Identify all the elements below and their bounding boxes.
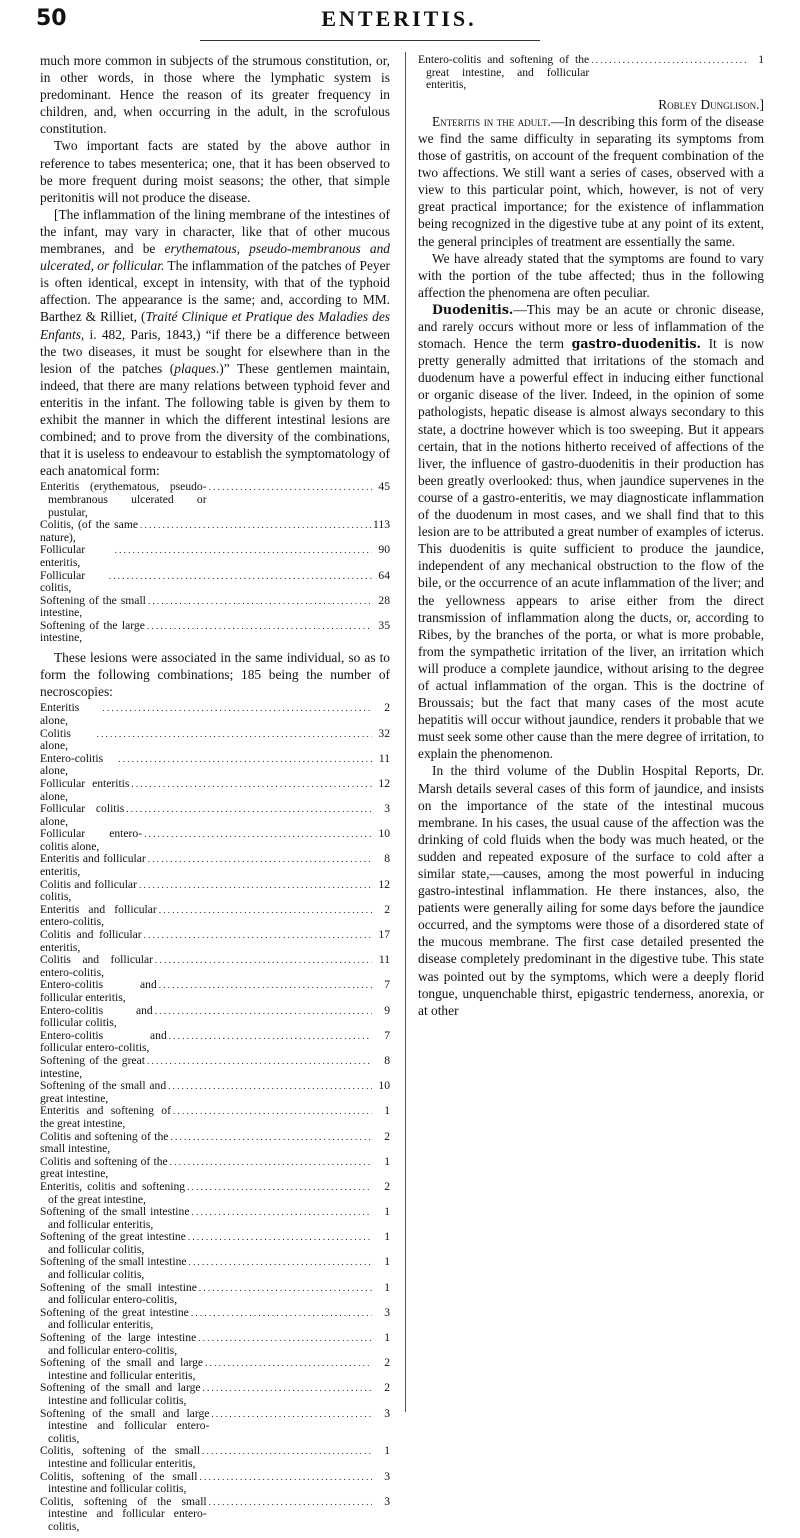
table-row-count: 2 (384, 1356, 390, 1370)
paragraph-tabes: Two important facts are stated by the above author in reference to tabes mesenterica; one, that it has been observed to be more frequent during moist seasons; the other, that simple peritonitis will not produce the disease. (40, 138, 390, 205)
table-row (40, 1496, 390, 1534)
table-row (40, 1445, 390, 1470)
table-row-label: Softening of the great intestine and follicular enteritis, (40, 1305, 189, 1332)
table-row (40, 1206, 390, 1231)
table-row-label: Softening of the small intestine and follicular enteritis, (40, 1205, 190, 1231)
table-row-label: Colitis and softening of the small intestine, (40, 1129, 169, 1156)
table-row (40, 544, 390, 569)
leader-dots (199, 1282, 372, 1295)
table-row (40, 1256, 390, 1281)
leader-dots (109, 570, 372, 583)
leader-dots (211, 1408, 372, 1421)
leader-dots (131, 778, 372, 791)
leader-dots (140, 519, 371, 532)
leader-dots (155, 1005, 372, 1018)
leader-dots (102, 702, 372, 715)
paragraph-combinations: These lesions were associated in the same individual, so as to form the following combinations; 185 being the number of necroscopies: (40, 650, 390, 700)
table-row-count: 1 (384, 1154, 390, 1168)
table-row (418, 54, 764, 92)
table-row-count: 10 (378, 827, 390, 841)
table-row-count: 113 (373, 518, 390, 532)
leader-dots (155, 954, 372, 967)
table-row (40, 595, 390, 620)
paragraph-infant-inflammation: [The inflammation of the lining membrane of the intestines of the infant, may vary in character, like that of other mucous membranes, and be erythematous, pseudo-membranous and ulcerated, or follicular. The inflammation of the patches of Peyer is often identical, except in intensity, with that of the typhoid affection. The appearance is the same; and, according to MM. Barthez & Rilliet, (Traité Clinique et Pratique des Maladies des Enfants, i. 482, Paris, 1843,) “if there be a difference between the two diseases, it must be sought for elsewhere than in the lesion of the patches (plaques.)” These gentlemen maintain, indeed, that there are many relations between typhoid fever and enteritis in the infant. The following table is given by them to exhibit the manner in which the different intestinal lesions are combined; and to prove from the diversity of the combinations, that it is useless to endeavour to establish the symptomatology of each anatomical form: (40, 206, 390, 479)
leader-dots (591, 54, 746, 67)
table-row-label: Softening of the small intestine and follicular entero-colitis, (40, 1280, 197, 1307)
table-row-count: 9 (384, 1003, 390, 1017)
leader-dots (139, 879, 372, 892)
table-row (40, 702, 390, 727)
table-row (40, 778, 390, 803)
table-row-label: Follicular enteritis alone, (40, 776, 130, 803)
table-row (40, 753, 390, 778)
leader-dots (187, 1181, 372, 1194)
table-row-label: Entero-colitis and follicular entero-colitis, (40, 1028, 167, 1055)
table-row (40, 1005, 390, 1030)
table-row-count: 10 (378, 1079, 390, 1093)
table-row (40, 1471, 390, 1496)
table-row (40, 828, 390, 853)
column-divider (405, 52, 406, 1412)
leader-dots (209, 481, 372, 494)
lesion-combination-table (40, 702, 390, 1533)
table-row (40, 1030, 390, 1055)
table-row (40, 1055, 390, 1080)
leader-dots (188, 1231, 372, 1244)
table-row-count: 64 (378, 568, 390, 582)
paragraph-dublin-reports: In the third volume of the Dublin Hospital Reports, Dr. Marsh details several cases of this form of jaundice, and insists on the importance of the state of the intestinal mucous membrane. In his cases, the usual cause of the affection was the drinking of cold fluids when the body was much heated, or the sudden and repeated exposure of the surface to cold after a similar state,—causes, among the most powerful in inducing gastro-intestinal inflammation. He there instances, also, the patients were generally ailing for some days before the jaundice occurred, and the symptoms were those of a disordered state of the mucous membrane. The first case detailed presented the disease completely predominant in the digestive tube. This state was pointed out by the symptoms, which were a deeply florid tongue, unquenchable thirst, epigastric tenderness, anorexia, or at other (418, 763, 764, 1018)
table-row-label: Colitis and follicular colitis, (40, 877, 137, 904)
table-row-label: Enteritis and follicular enteritis, (40, 852, 146, 879)
table-row-count: 11 (378, 751, 390, 765)
table-row-label: Follicular colitis alone, (40, 802, 125, 828)
table-row (40, 570, 390, 595)
table-row-label: Entero-colitis and softening of the great intestine, and follicular enteritis, (418, 53, 590, 92)
table-row-count: 1 (384, 1331, 390, 1345)
table-row-count: 3 (384, 1305, 390, 1319)
leader-dots (148, 853, 372, 866)
table-row (40, 1357, 390, 1382)
leader-dots (209, 1496, 372, 1509)
table-row-label: Enteritis and follicular entero-colitis, (40, 902, 157, 929)
leader-dots (96, 728, 372, 741)
table-row-count: 17 (378, 928, 390, 942)
table-row-label: Softening of the small and large intestine and follicular colitis, (40, 1381, 201, 1407)
table-row (40, 803, 390, 828)
left-column (40, 52, 390, 1538)
table-row (40, 1282, 390, 1307)
table-row (40, 979, 390, 1004)
paragraph-strumous: much more common in subjects of the strumous constitution, or, in other words, in those where the lymphatic system is predominant. Hence the reason of its greater frequency in children, and, when occurring in the adult, in the scrofulous constitution. (40, 53, 390, 137)
table-row-count: 1 (384, 1230, 390, 1244)
leader-dots (144, 929, 372, 942)
table-row-count: 1 (758, 53, 764, 66)
table-row-label: Enteritis alone, (40, 701, 80, 727)
right-column (418, 52, 764, 1019)
page-number: 50 (36, 6, 67, 31)
table-row-label: Softening of the large intestine and follicular entero-colitis, (40, 1331, 197, 1357)
table-row-label: Follicular colitis, (40, 568, 86, 595)
table-row-count: 11 (378, 953, 390, 967)
table-row-label: Enteritis and softening of the great intestine, (40, 1104, 171, 1130)
table-row-count: 90 (378, 543, 390, 557)
table-row (40, 620, 390, 645)
table-row-count: 32 (378, 726, 390, 740)
leader-dots (148, 595, 372, 608)
table-row-count: 2 (384, 1179, 390, 1193)
table-row (40, 481, 390, 519)
section-heading: Enteritis in the adult. (432, 113, 551, 129)
leader-dots (198, 1332, 372, 1345)
table-row-count: 2 (384, 902, 390, 916)
table-row-label: Softening of the small and large intestine and follicular entero-colitis, (40, 1406, 210, 1445)
table-row-label: Colitis, (of the same nature), (40, 518, 138, 544)
table-row-count: 45 (378, 480, 390, 494)
table-row-label: Softening of the small and great intestine, (40, 1079, 167, 1105)
paragraph-symptoms-vary: We have already stated that the symptoms are found to vary with the portion of the tube affected; thus in the following affection the phenomena are often peculiar. (418, 250, 764, 300)
table-row-label: Colitis and follicular entero-colitis, (40, 953, 154, 979)
table-row-count: 35 (378, 618, 390, 632)
table-row-label: Follicular enteritis, (40, 543, 86, 569)
table-row-count: 7 (384, 1028, 390, 1042)
table-row-count: 12 (378, 776, 390, 790)
table-row (40, 929, 390, 954)
table-row (40, 1231, 390, 1256)
table-row-count: 1 (384, 1444, 390, 1458)
leader-dots (203, 1382, 372, 1395)
page-header (36, 6, 762, 40)
table-row-label: Colitis and softening of the great intestine, (40, 1154, 168, 1181)
leader-dots (168, 1080, 372, 1093)
leader-dots (159, 904, 372, 917)
leader-dots (202, 1445, 372, 1458)
table-row-count: 28 (378, 593, 390, 607)
leader-dots (205, 1357, 372, 1370)
table-row-count: 8 (384, 852, 390, 866)
table-row-label: Colitis and follicular enteritis, (40, 928, 142, 954)
table-row-label: Entero-colitis and follicular enteritis, (40, 978, 157, 1004)
table-row-label: Colitis alone, (40, 726, 71, 753)
table-row (40, 904, 390, 929)
table-row-label: Softening of the small and large intestine and follicular enteritis, (40, 1356, 204, 1382)
table-row (40, 519, 390, 544)
table-row-label: Softening of the small intestine and follicular colitis, (40, 1255, 187, 1282)
paragraph-duodenitis: Duodenitis.—This may be an acute or chronic disease, and rarely occurs without more or less of inflammation of the stomach. Hence the term gastro-duodenitis. It is now pretty generally admitted that irritations of the stomach and duodenum have a powerful effect in inducing either functional or organic disease of the liver. Indeed, in the opinion of some pathologists, hepatic disease is almost always secondary to this state, a doctrine however which is too sweeping. But it appears certain, that in the notions hitherto received of affections of the liver, the influence of gastro-duodenitis in their production has been greatly overlooked: thus, when jaundice supervenes in the course of a gastro-enteritis, we may diagnosticate inflammation of the duodenum in most cases, and we shall find that to this lesion are to be attributed a great number of examples of icterus. This duodenitis is quite sufficient to produce the jaundice, independent of any mechanical obstruction to the flow of the bile, or the occurrence of an acute inflammation of the liver; and the yellowness appears to arise either from the direct transmission of inflammation along the ducts, or, according to Ribes, by the branches of the porta, or what is more probable, from the sympathetic irritation of the liver, an irritation which will produce a complete jaundice, without arising to the degree of actual inflammation of the organ. This is the doctrine of Broussais; but the fact that many cases of the most acute hepatitis will occur without jaundice, renders it probable that we must seek some other cause than the mere degree of irritation, to explain the phenomenon. (418, 301, 764, 762)
leader-dots (126, 803, 372, 816)
leader-dots (173, 1105, 372, 1118)
section-heading: Duodenitis. (432, 301, 514, 317)
paragraph-enteritis-adult: Enteritis in the adult.—In describing this form of the disease we find the same difficulty in separating its symptoms from those of gastritis, on account of the frequent combination of the two affections. We still want a series of cases, observed with a view to this particular point, which, however, is not of very great practical importance; for the existence of inflammation being recognized in the digestive tube at any point of its extent, the general principles of treatment are essentially the same. (418, 113, 764, 249)
table-row (40, 954, 390, 979)
running-head: ENTERITIS. (321, 6, 477, 31)
table-row-count: 3 (384, 802, 390, 816)
leader-dots (159, 979, 372, 992)
leader-dots (170, 1156, 372, 1169)
table-row-count: 2 (384, 1129, 390, 1143)
table-row (40, 1332, 390, 1357)
table-row-label: Softening of the great intestine and follicular colitis, (40, 1230, 186, 1256)
leader-dots (191, 1206, 372, 1219)
table-row-count: 1 (384, 1104, 390, 1118)
leader-dots (170, 1131, 372, 1144)
table-row-label: Enteritis, colitis and softening of the great intestine, (40, 1179, 186, 1206)
table-row-count: 7 (384, 978, 390, 992)
table-row (40, 1307, 390, 1332)
table-row (40, 853, 390, 878)
table-row-count: 12 (378, 877, 390, 891)
table-row (40, 1382, 390, 1407)
table-row-count: 8 (384, 1053, 390, 1067)
leader-dots (147, 620, 372, 633)
table-row-label: Colitis, softening of the small intestine and follicular entero-colitis, (40, 1494, 207, 1533)
leader-dots (189, 1256, 372, 1269)
table-row-label: Colitis, softening of the small intestine and follicular enteritis, (40, 1444, 201, 1470)
table-row-label: Softening of the great intestine, (40, 1053, 145, 1080)
leader-dots (199, 1471, 372, 1484)
leader-dots (191, 1307, 372, 1320)
table-row-count: 1 (384, 1280, 390, 1294)
table-row-count: 3 (384, 1469, 390, 1483)
table-row-count: 2 (384, 1381, 390, 1395)
table-row (40, 1105, 390, 1130)
lesion-frequency-table (40, 481, 390, 645)
table-row-count: 2 (384, 701, 390, 715)
table-row-label: Entero-colitis and follicular colitis, (40, 1003, 153, 1030)
table-row-label: Enteritis (erythematous, pseudo-membranous ulcerated or pustular, (40, 480, 207, 519)
leader-dots (118, 753, 372, 766)
header-rule (200, 40, 540, 41)
table-row (40, 879, 390, 904)
lesion-combination-table-continued (418, 54, 764, 92)
table-row-count: 3 (384, 1406, 390, 1420)
table-row-label: Colitis, softening of the small intestine and follicular colitis, (40, 1469, 198, 1496)
table-row (40, 1156, 390, 1181)
table-row-label: Softening of the large intestine, (40, 618, 145, 645)
leader-dots (144, 828, 372, 841)
leader-dots (169, 1030, 372, 1043)
leader-dots (147, 1055, 372, 1068)
table-row-count: 3 (384, 1494, 390, 1508)
table-row (40, 1080, 390, 1105)
table-row (40, 1181, 390, 1206)
table-row (40, 1408, 390, 1446)
table-row-label: Softening of the small intestine, (40, 593, 146, 620)
table-row-count: 1 (384, 1255, 390, 1269)
table-row-label: Entero-colitis alone, (40, 751, 104, 778)
table-row (40, 1131, 390, 1156)
leader-dots (115, 544, 372, 557)
table-row (40, 728, 390, 753)
attribution: Robley Dunglison.] (658, 96, 764, 112)
table-row-count: 1 (384, 1205, 390, 1219)
table-row-label: Follicular entero-colitis alone, (40, 827, 143, 853)
